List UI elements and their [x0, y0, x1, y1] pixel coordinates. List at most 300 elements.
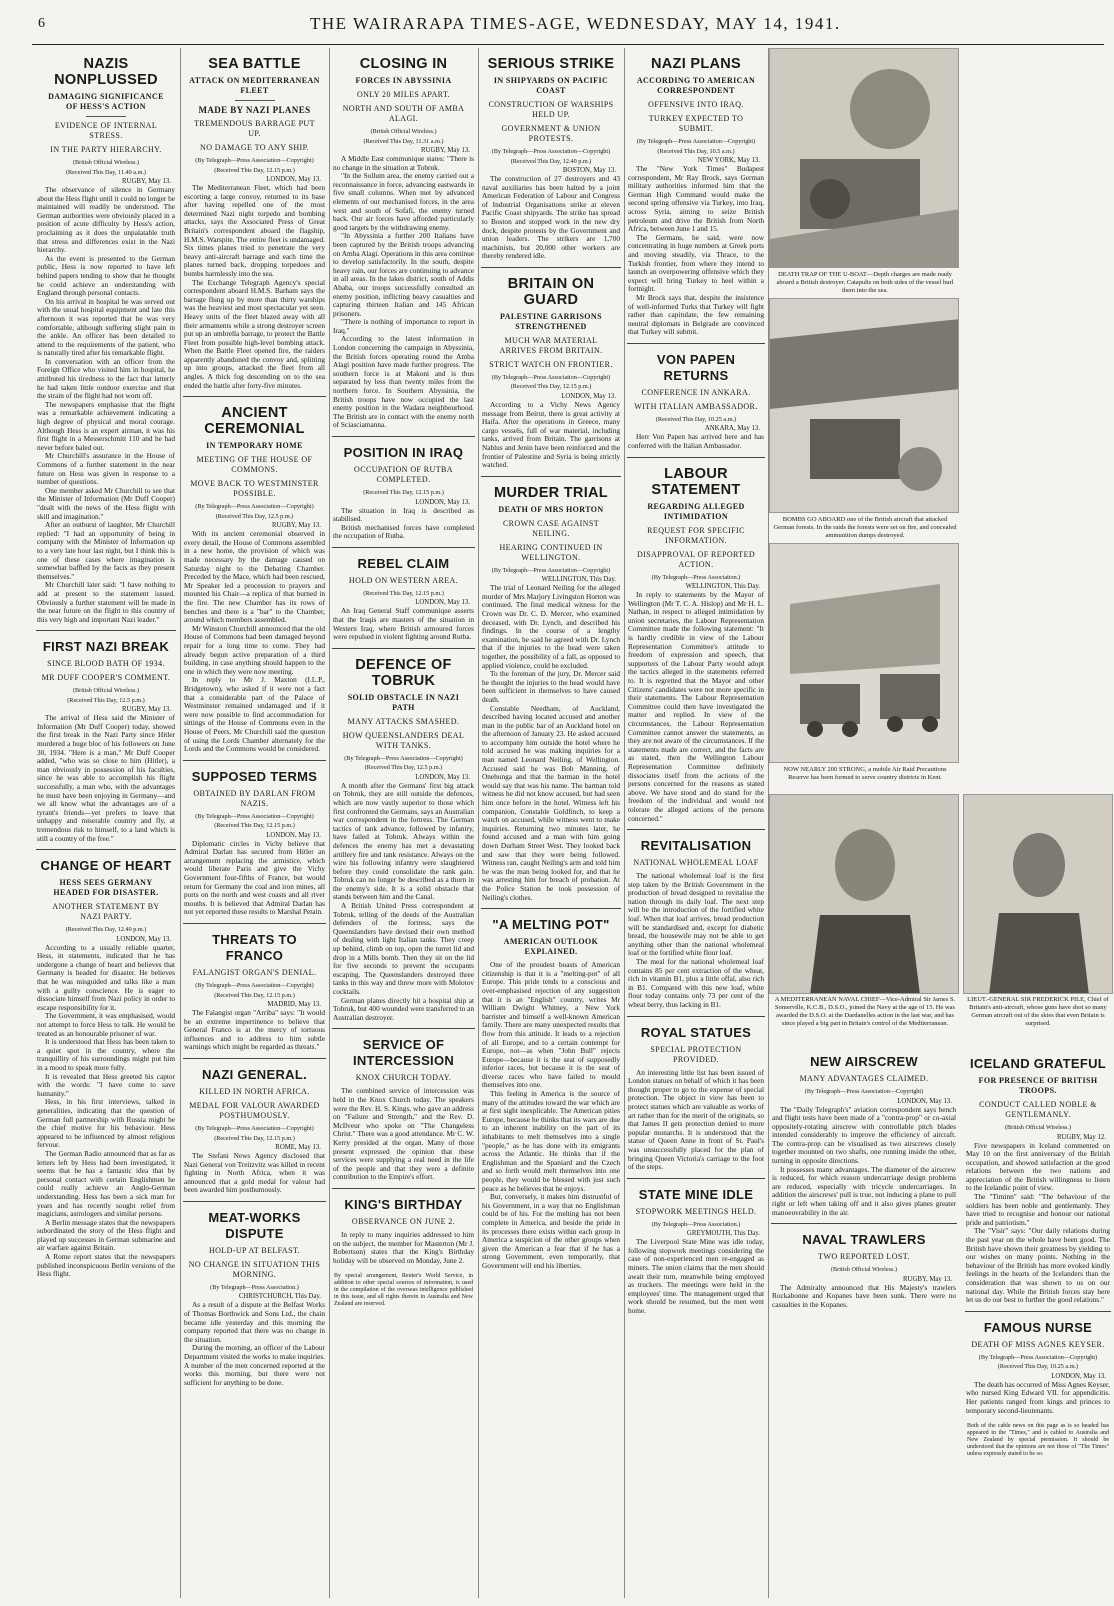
- article-body: [37, 714, 175, 843]
- subheadline: OCCUPATION OF RUTBA COMPLETED.: [354, 465, 453, 484]
- subheadline: HESS SEES GERMANY HEADED FOR DISASTER.: [53, 878, 159, 898]
- headline: POSITION IN IRAQ: [343, 445, 464, 460]
- subheadline: OBTAINED BY DARLAN FROM NAZIS.: [193, 788, 316, 808]
- dateline: WELLINGTON, This Day.: [685, 583, 760, 591]
- article-body: [333, 607, 474, 641]
- subheadline: KNOX CHURCH TODAY.: [355, 1073, 452, 1083]
- subheadline: DEATH OF MISS AGNES KEYSER.: [971, 1339, 1105, 1349]
- paragraph: With its ancient ceremonial observed in every detail, the House of Commons assembled in a new home, the provision of which was made necessary by the damage caused on Saturday night to the Debating Chamber. Preceded by the Mace, which had been rescued, Mr Speaker led a procession to prayers and mounted his Chair—a replica of that burned in the fire. The new Chamber has its rows of benches and there is a "bar" to the Chamber, around which members assembled.: [184, 529, 325, 625]
- subheadline: CROWN CASE AGAINST NEILING.: [502, 518, 600, 538]
- dateline: LONDON, May 13.: [266, 831, 321, 839]
- paragraph: The construction of 27 destroyers and 43 naval auxiliaries has been halted by a joint American Federation of Labour and Congress of Industrial Organisations strike at eleven Pacific Coast shipyards. The strike has spread to Boston and stopped work in the new dry dock, despite protests by the Government and union leaders. The strikers are 1,700 machinists, but 20,000 other workers are thereby rendered idle.: [482, 174, 620, 261]
- subheadline: MADE BY NAZI PLANES: [198, 105, 311, 115]
- credit-line: (By Telegraph—Press Association—Copyright): [978, 1353, 1098, 1361]
- dateline: BOSTON, May 13.: [562, 167, 616, 174]
- headline: NAVAL TRAWLERS: [802, 1232, 926, 1248]
- headline: REBEL CLAIM: [357, 555, 450, 571]
- paragraph: Mr Brock says that, despite the insistence of well-informed Turks that Turkey will fight rather than capitulate, the few remaining neutral diplomats in Belgrade are convinced that Turkey will submit.: [628, 292, 764, 337]
- article-divider: [627, 829, 765, 830]
- rule: [235, 100, 275, 101]
- paragraph: A Rome report states that the newspapers published inconspicuous Berlin versions of the Hess flight.: [37, 1252, 175, 1279]
- dateline: GREYMOUTH, This Day.: [686, 1230, 760, 1238]
- article-body: [37, 186, 175, 624]
- paragraph: "In Abyssinia a further 200 Italians have been captured by the British troops advancing on Amba Alagi. Operations in this area continue to develop satisfactorily. In the south, despite heavy rain, our forces are continuing to advance in all areas. In the lakes district, south of Addis Ababa, our troops successfully consulted an enemy position, inflicting heavy casualties and capturing thirteen Italian and 145 African prisoners.: [333, 231, 474, 318]
- article-divider: [183, 923, 326, 924]
- dateline: LONDON, May 13.: [415, 498, 470, 506]
- headline: KING'S BIRTHDAY: [344, 1196, 463, 1212]
- credit-line: (British Official Wireless.): [1004, 1124, 1072, 1131]
- subheadline: MEDAL FOR VALOUR AWARDED POSTHUMOUSLY.: [189, 1101, 320, 1120]
- subheadline: TWO REPORTED LOST.: [818, 1252, 910, 1262]
- article-divider: [771, 1223, 957, 1224]
- dateline: NEW YORK, May 13.: [697, 157, 760, 164]
- headline: MURDER TRIAL: [494, 484, 608, 501]
- footnote: Both of the cable news on this page as is so headed has appeared in the "Times," and is cabled to Australia and New Zealand by special permission. It should be understood that the opinions are not those of "The Times" unless expressly stated to be so.: [967, 1423, 1109, 1458]
- article-body: [37, 944, 175, 1279]
- paragraph: A Berlin message states that the newspapers subordinated the story of the Hess flight and played up successes in German submarine and air warfare against Britain.: [37, 1217, 175, 1253]
- subheadline: CONSTRUCTION OF WARSHIPS HELD UP.: [488, 100, 614, 119]
- subheadline: IN TEMPORARY HOME: [206, 441, 303, 451]
- article-body: [628, 165, 764, 337]
- article-body: [482, 401, 620, 470]
- paragraph: The Exchange Telegraph Agency's special correspondent aboard H.M.S. Barham says the barrage flung up by more than thirty warships was the heaviest and most spectacular yet seen. Heavy units of the fleet blazed away with all their armaments while a strong destroyer screen put up an umbrella barrage, to protect the Battle Fleet from possible high-level bombing attack. When the Battle Fleet opened fire, the raiders apparently abandoned the convoy and, splitting up into groups, attacked the fleet from all angles. A thick fog descending on to the sea ended the battle after forty-five minutes.: [184, 277, 325, 390]
- dateline: RUGBY, May 13.: [903, 1275, 952, 1283]
- paragraph: Hess, in his first interviews, talked in generalities, indicating that the question of German full partnership with Russia might be the chief motive for his behaviour. Hess appeared to be influenced by almost religious fervour.: [37, 1097, 175, 1150]
- trucks-illustration: [770, 544, 959, 763]
- paragraph: It possesses many advantages. The diameter of the airscrew is reduced, for which reason undercarriage design problems are reduced, especially with tricycle undercarriages. In addition the airscrews' pull is true, not inducing a plane to pull right or left when taking off and it also gives planes greater manoeuvrability in the air.: [772, 1164, 956, 1217]
- article-kings-birthday: [333, 1197, 474, 1265]
- article-sea-battle: [184, 56, 325, 390]
- headline: SERVICE OF INTERCESSION: [352, 1037, 455, 1069]
- subheadline: OFFENSIVE INTO IRAQ.: [648, 100, 744, 109]
- credit-line: (By Telegraph—Press Association—Copyright): [195, 157, 314, 164]
- paragraph: The Falangist organ "Arriba" says: "It would be an extreme impertinence to believe that General Franco is at the mercy of tortuous influences and to address to him subtle warnings which might be regarded as threats.": [184, 1008, 325, 1052]
- received-line: (Received This Day, 11.31 a.m.): [363, 137, 444, 145]
- article-revitalisation: [628, 838, 764, 1010]
- subheadline: TURKEY EXPECTED TO SUBMIT.: [648, 114, 744, 133]
- received-line: (Received This Day, 12.15 p.m.): [214, 166, 295, 174]
- credit-line: (By Telegraph—Press Association—Copyright): [195, 982, 314, 990]
- credit-line: (By Telegraph—Press Association—Copyright): [491, 373, 611, 381]
- paragraph: A British United Press correspondent at Tobruk, telling of the deeds of the Australian defenders of the fortress, says the Queenslanders have devised their own method of dealing with light Italian tanks. They creep up behind, climb on top, open the turret lid and drop in a Mills bomb. Then they sit on the lid for five seconds to prevent the occupants escaping. The Queenslanders destroyed three tanks in this way and threw more with Molotov cocktails.: [333, 901, 474, 996]
- headline: FAMOUS NURSE: [983, 1319, 1093, 1335]
- column-6: [768, 48, 1113, 1598]
- paragraph: A month after the Germans' first big attack on Tobruk, they are still outside the defences, which are now vastly superior to those which first confronted the Germans, says an Australian war correspondent in the fortress. The German tactics of tank advance, followed by infantry, have failed at Tobruk. Always within the defences the enemy has met a devastating artillery fire and tank resistance. Always on the wire his following infantry were slaughtered before they could consolidate the tank gain. Tobruk can no longer be described as a thorn in the enemy's side. It is a solid obstacle that stands between him and the Canal.: [333, 780, 474, 902]
- credit-line: (British Official Wireless.): [370, 128, 437, 135]
- subheadline: SPECIAL PROTECTION PROVIDED.: [650, 1044, 742, 1064]
- received-line: (Received This Day, 12.15 p.m.): [363, 589, 444, 597]
- paragraph: In conversation with an officer from the Foreign Office who visited him in hospital, he attributed his tiredness to the fact that latterly he had taken little outdoor exercise and that the strain of the flight had not worn off.: [37, 356, 175, 401]
- article-body: [628, 872, 764, 1010]
- article-divider: [627, 343, 765, 344]
- subheadline: HOLD ON WESTERN AREA.: [348, 575, 459, 585]
- photo-caption: DEATH TRAP OF THE U-BOAT—Depth charges are made ready aboard a British destroyer. Catapults on both sides of the vessel hurl them into the sea.: [776, 271, 954, 294]
- dateline: LONDON, May 13.: [897, 1097, 952, 1105]
- dateline: ROME, May 13.: [275, 1144, 321, 1151]
- article-von-papen-returns: [628, 352, 764, 451]
- dateline: LONDON, May 13.: [266, 176, 321, 183]
- article-divider: [183, 760, 326, 761]
- paragraph: "There is nothing of importance to report in Iraq.": [333, 317, 474, 335]
- article-body: [628, 1069, 764, 1172]
- headline: SERIOUS STRIKE: [487, 56, 615, 72]
- subheadline: HOLD-UP AT BELFAST.: [208, 1245, 301, 1255]
- paragraph: German planes directly hit a hospital ship at Tobruk, but 400 wounded were transferred to an Australian destroyer.: [333, 995, 474, 1022]
- paragraph: The newspapers emphasise that the flight was a remarkable achievement indicating a high degree of physical and moral courage. Although Hess is an expert airman, it was his first flight in a Messerschmitt 110 and he had never before baled out.: [37, 399, 175, 452]
- article-position-in-iraq: [333, 445, 474, 541]
- paragraph: The "New York Times" Budapest correspondent, Mr Ray Brock, says German military authorities informed him that the German High Command would make the second spring offensive via Turkey, into Iraq, across Syria, aiming to seize British petroleum and drive the British from North Africa, between June 1 and 15.: [628, 164, 764, 234]
- left-stack: [769, 1046, 959, 1314]
- received-line: (Received This Day, 12.15 p.m.): [363, 489, 444, 496]
- paragraph: The situation in Iraq is described as stabilised.: [333, 505, 474, 524]
- received-line: (Received This Day, 12.15 p.m.): [214, 1134, 295, 1142]
- headline: THREATS TO FRANCO: [212, 932, 297, 964]
- article-body: [333, 782, 474, 1023]
- paragraph: Mr Churchill later said: "I have nothing to add at present to the statement issued. Obviously a further statement will be made in the near future on the flight to this country of this very high and important Nazi leader.": [37, 580, 175, 624]
- subheadline: STOPWORK MEETINGS HELD.: [635, 1206, 757, 1216]
- subheadline: IN SHIPYARDS ON PACIFIC COAST: [493, 76, 609, 95]
- subheadline: CONDUCT CALLED NOBLE & GENTLEMANLY.: [979, 1100, 1097, 1119]
- paragraph: During the morning, an officer of the Labour Department visited the works to make inquiries. A number of the men concerned reported at the works this morning, but there were not sufficient for anything to be done.: [184, 1343, 325, 1387]
- subheadline: FALANGIST ORGAN'S DENIAL.: [192, 968, 317, 978]
- dateline: RUGBY, May 13.: [122, 178, 171, 185]
- dateline: LONDON, May 13.: [116, 935, 171, 943]
- subheadline: REGARDING ALLEGED INTIMIDATION: [647, 501, 745, 521]
- subheadline: ACCORDING TO AMERICAN CORRESPONDENT: [636, 76, 756, 95]
- article-divider: [481, 476, 621, 477]
- dateline: RUGBY, May 13.: [122, 706, 171, 714]
- article-first-nazi-break: [37, 639, 175, 843]
- received-line: (Received This Day, 11.40 a.m.): [65, 168, 146, 176]
- credit-line: (By Telegraph—Press Association—Copyright): [195, 1125, 314, 1132]
- credit-line: (By Telegraph—Press Association.): [651, 1220, 741, 1228]
- article-body: [184, 840, 325, 917]
- paragraph: An interesting little list has been issued of London statues on behalf of which it has been thought proper to go to the expense of special protection. The object in view has been to protect statues which are valuable as works of art rather than for the merit of the originals, so that James II gets protection denied to more popular monarchs. It is understood that the statue of Queen Anne in front of St. Paul's was unsuccessfully placed for the plan of bringing Queen Victoria's carriage to the foot of the steps.: [628, 1067, 764, 1172]
- article-supposed-terms: [184, 769, 325, 917]
- credit-line: (By Telegraph—Press Association—Copyright): [344, 754, 463, 762]
- dateline: LONDON, May 13.: [561, 392, 616, 400]
- received-line: (Received This Day, 12.5 p.m.): [67, 696, 145, 704]
- paragraph: On his arrival in hospital he was served out with the usual hospital equipment and late this afternoon it was reported that he was very comfortable, although suffering slight pain in the ankle. An officer has been detailed to attend to the requirements of the patient, who is naturally tired after his remarkable flight.: [37, 296, 175, 358]
- credit-line: (By Telegraph—Press Association—Copyright): [804, 1088, 924, 1095]
- article-britain-on-guard: [482, 276, 620, 470]
- received-line: (Received This Day, 12.15 p.m.): [214, 822, 295, 830]
- article-nazi-general: [184, 1067, 325, 1195]
- dateline: LONDON, May 13.: [415, 599, 470, 607]
- received-line: (Received This Day, 12.5 p.m.): [215, 512, 294, 520]
- subheadline: DISAPPROVAL OF REPORTED ACTION.: [636, 549, 756, 569]
- subheadline: ONLY 20 MILES APART.: [356, 90, 451, 99]
- subheadline: NO DAMAGE TO ANY SHIP.: [200, 143, 309, 152]
- credit-line: (By Telegraph—Press Association—Copyright): [195, 812, 314, 820]
- article-body: [333, 1231, 474, 1265]
- headline: VON PAPEN RETURNS: [656, 351, 736, 383]
- credit-line: (By Telegraph—Press Association—Copyright): [195, 503, 314, 511]
- article-serious-strike: [482, 56, 620, 261]
- right-stack: [963, 1048, 1113, 1466]
- received-line: (Received This Day, 12.15 p.m.): [214, 991, 295, 999]
- photo-air-raid-reserve: [769, 543, 959, 763]
- paragraph: The "Visir" says: "Our daily relations during the past year on the whole have been good. The British have shown their greatness by yielding to our wishes on many points. Nothing in the behaviour of the British has more evoked kindly feelings in the hearts of the Icelanders than the consideration that was shown to us on our national day. While the British forces stay here let us do our best to further the good relations.": [966, 1226, 1110, 1305]
- article-body: [628, 1238, 764, 1315]
- subheadline: MEETING OF THE HOUSE OF COMMONS.: [196, 455, 313, 475]
- aircraft-bombs-illustration: [770, 299, 959, 513]
- dateline: ANKARA, May 13.: [704, 425, 760, 433]
- subheadline: ATTACK ON MEDITERRANEAN FLEET: [189, 76, 320, 95]
- article-body: [772, 1106, 956, 1218]
- photo-caption: BOMBS GO ABOARD one of the British aircraft that attacked German forests. In the raids the forests were set on fire, and concealed ammunition dumps destroyed.: [773, 516, 957, 539]
- headline: ANCIENT CEREMONIAL: [204, 405, 305, 438]
- dateline: LONDON, May 13.: [1051, 1372, 1106, 1380]
- paragraph: The "Daily Telegraph's" aviation correspondent says bench and flight tests have been made of a "contra-prop" or co-axial oppositely-rotating airscrew with controllable pitch blades intended considerably to improve the efficiency of aircraft. The contra-prop can be visualised as two airscrews closely together mounted on two shafts, one running inside the other, turning in opposite directions.: [772, 1104, 956, 1166]
- article-divider: [332, 547, 475, 548]
- portrait-illustration: [964, 795, 1113, 994]
- masthead: [0, 0, 1114, 44]
- paragraph: Herr Von Papen has arrived here and has conferred with the Italian Ambassador.: [628, 432, 764, 450]
- paragraph: One of the proudest boasts of American citizenship is that it is a "melting-pot" of all Europe. This pride tends to a conscious and over-emphasised rejection of any suggestion that it is an "English" country, writes Mr William Dwight Whitney, a New York barrister and himself a well-known American family. There are many unexpected results that flow from this attitude. It leads to a rejection of all Europe, and to a certain contempt for Europe, not—as when "John Bull" rejects Europe—because it is the seat of supposedly inferior races, but because it is the seat of diverse races who have failed to mould themselves into one.: [482, 960, 620, 1090]
- article-divider: [481, 267, 621, 268]
- headline: DEFENCE OF TOBRUK: [355, 656, 452, 689]
- article-closing-in: [333, 56, 474, 430]
- subheadline: ANOTHER STATEMENT BY NAZI PARTY.: [52, 902, 160, 922]
- article-state-mine-idle: [628, 1187, 764, 1316]
- headline: MEAT-WORKS DISPUTE: [208, 1209, 301, 1241]
- paragraph: In reply to many inquiries addressed to him on the subject, the member for Masterton (Mr J. Robertson) states that the King's Birthday holiday will be observed on Monday, June 2.: [333, 1229, 474, 1265]
- article-body: [628, 433, 764, 450]
- article-body: [184, 1152, 325, 1195]
- received-line: (Received This Day, 10.25 a.m.): [997, 1363, 1079, 1371]
- article-body: [333, 507, 474, 541]
- paragraph: The German Radio announced that as far as letters left by Hess had been investigated, it seems that he has a fantastic idea that by personal contact with certain Englishmen he could really achieve an Anglo-German understanding. Hess has been a sick man for years and has recently sought relief from magicians, astrologers and similar persons.: [37, 1148, 175, 1219]
- subheadline: GOVERNMENT & UNION PROTESTS.: [501, 124, 601, 143]
- headline: SEA BATTLE: [208, 56, 301, 72]
- headline: FIRST NAZI BREAK: [42, 639, 170, 655]
- headline: NAZI PLANS: [651, 56, 741, 72]
- article-change-of-heart: [37, 858, 175, 1279]
- article-body: [966, 1381, 1110, 1415]
- article-murder-trial: [482, 485, 620, 902]
- photo-area: [769, 48, 1113, 1598]
- photo-caption: A MEDITERRANEAN NAVAL CHIEF—Vice-Admiral Sir James S. Somerville, K.C.B., D.S.O., joined the Navy at the age of 15. He was awarded the D.S.O. at the Dardanelles action in the last war, and has since played a big part in Britain's control of the Mediterranean.: [774, 996, 956, 1027]
- dateline: MADRID, May 13.: [267, 1001, 321, 1009]
- subheadline: MOVE BACK TO WESTMINSTER POSSIBLE.: [190, 479, 319, 499]
- article-body: [333, 155, 474, 430]
- headline: STATE MINE IDLE: [638, 1186, 754, 1202]
- photo-caption: NOW NEARLY 200 STRONG, a mobile Air Raid Precautions Reserve has been formed to serve country districts in Kent.: [783, 766, 947, 781]
- subheadline: DEATH OF MRS HORTON: [498, 504, 604, 514]
- article-rebel-claim: [333, 556, 474, 642]
- paragraph: British mechanised forces have completed the occupation of Rutba.: [333, 522, 474, 541]
- article-new-airscrew: [772, 1054, 956, 1217]
- subheadline: IN THE PARTY HIERARCHY.: [50, 145, 162, 154]
- headline: CLOSING IN: [359, 56, 448, 72]
- subheadline: FORCES IN ABYSSINIA: [355, 76, 452, 85]
- received-line: (Received This Day, 12.40 p.m.): [510, 157, 592, 165]
- paragraph: According to a usually reliable quarter, Hess, in statements, indicated that he has undergone a change of heart and believes that Germany is headed for disaster. He believes that he was misguided and talks like a man with a guilty conscience. He is eager to dissociate himself from Nazi policy in order to escape responsibility for it.: [37, 942, 175, 1012]
- paragraph: The Mediterranean Fleet, which had been escorting a large convoy, returned to its base after having repelled one of the most determined Nazi night torpedo and bombing attacks, says the Associated Press of Great Britain's correspondent aboard the flagship, H.M.S. Warspite. The entire fleet is undamaged. Six times planes tried to penetrate the very heavy anti-aircraft barrage and each time the planes turned back, dropping torpedoes and bombs harmlessly into the sea.: [184, 183, 325, 278]
- article-famous-nurse: [966, 1320, 1110, 1415]
- subheadline: OBSERVANCE ON JUNE 2.: [351, 1216, 456, 1226]
- article-melting-pot: [482, 917, 620, 1270]
- depth-charge-illustration: [770, 49, 959, 268]
- headline: ROYAL STATUES: [640, 1024, 752, 1040]
- paragraph: The Germans, he said, were now concentrating in huge numbers at Greek ports and moving steadily, via Thrace, to the Turkish frontier, from where they intend to launch an overpowering offensive which they expect will bring Turkey to heel within a fortnight.: [628, 232, 764, 294]
- credit-line: (By Telegraph—Press Association—Copyright): [636, 138, 756, 145]
- paragraph: It is revealed that Hess greeted his captor with the words: "I have come to save humanity.": [37, 1071, 175, 1098]
- paragraph: It is understood that Hess has been taken to a quiet spot in the country, where the tranquillity of his surroundings might put him in a mood to speak more fully.: [37, 1037, 175, 1072]
- article-body: [482, 584, 620, 902]
- column-2: [180, 48, 328, 1598]
- credit-line: (British Official Wireless.): [830, 1266, 898, 1274]
- paragraph: In reply to Mr J. Maxton (I.L.P., Bridgetown), who asked if it were not a fact that a considerable part of the Palace of Westminster remained undamaged and if it were now possible to find accommodation for sittings of the House of Commons even in the House of Peers, Mr Churchill said the question of using the Lords Chamber alternately for the Lords and the Commons would be considered.: [184, 675, 325, 754]
- rule: [86, 116, 126, 117]
- paragraph: The combined service of intercession was held in the Knox Church today. The speakers were the Rev. H. S. Kings, who gave an address on "Failure and Strength," and the Rev. D. McIlveur who spoke on "The Changeless Christ." There was a good attendance. Mr C. W. Kerry presided at the organ. Many of those present expressed the opinion that these services were supplying a real need in the life of the people and that they were a definite contribution to the Empire's effort.: [333, 1086, 474, 1182]
- photo-naval-chief: [769, 794, 959, 994]
- photo-depth-charges: [769, 48, 959, 268]
- headline: REVITALISATION: [640, 838, 752, 854]
- paragraph: The death has occurred of Miss Agnes Keyser, who nursed King Edward VII. for appendicitis. Her patients ranged from kings and princes to temporary second-lieutenants.: [966, 1379, 1110, 1415]
- paragraph: Mr Churchill's assurance in the House of Commons of a further statement in the near future on Hess was given in response to a number of questions.: [37, 451, 175, 487]
- page-number: 6: [38, 16, 45, 31]
- credit-line: (By Telegraph—Press Association.): [210, 1283, 299, 1291]
- paragraph: To the foreman of the jury, Dr. Mercer said he thought the injuries to the head would have been sufficient in themselves to have caused death.: [482, 669, 620, 704]
- subheadline: AMERICAN OUTLOOK EXPLAINED.: [503, 937, 599, 957]
- subheadline: HEARING CONTINUED IN WELLINGTON.: [499, 542, 603, 562]
- subheadline: EVIDENCE OF INTERNAL STRESS.: [54, 121, 158, 140]
- article-nazi-plans: [628, 56, 764, 337]
- paragraph: One member asked Mr Churchill to see that the Minister of Information (Mr Duff Cooper) "dealt with the news of the Hess flight with skill and imagination.": [37, 485, 175, 521]
- article-body: [482, 961, 620, 1270]
- credit-line: (By Telegraph—Press Association—Copyright): [491, 148, 611, 155]
- article-divider: [36, 630, 176, 631]
- headline: CHANGE OF HEART: [40, 858, 172, 874]
- paragraph: But, conversely, it makes him distrustful of his Government, in a way that no Englishman could be of his. For the melting has not been complete in America, and beside the pride in its processes there exists within each group in America a suspicion of the other groups when given the American a fear that if he has a strong Government, even temporarily, that Government will end his liberties.: [482, 1192, 620, 1270]
- paragraph: An Iraq General Staff communique asserts that the Iraqis are masters of the situation in Western Iraq, where British armoured forces were repulsed in violent fighting around Rutba.: [333, 606, 474, 642]
- article-divider: [965, 1311, 1111, 1312]
- paragraph: After an outburst of laughter, Mr Churchill replied: "I had an opportunity of being in company with the Minister of Information up to a very late hour last night, but I think this is one of these cases where imagination is somewhat baffled by the facts as they present themselves.": [37, 520, 175, 581]
- article-divider: [627, 1178, 765, 1179]
- dateline: LONDON, May 13.: [415, 773, 470, 781]
- headline: SUPPOSED TERMS: [191, 768, 318, 784]
- article-body: [333, 1087, 474, 1182]
- paragraph: In reply to statements by the Mayor of Wellington (Mr T. C. A. Hislop) and Mr H. L. Nathan, in respect to alleged intimidation by union secretaries, the Labour Representation Committee made the following statement: "It is hardly credible in view of the Labour Representation Committee's attitude to freedom of expression and speech, that supporters of the Labour Party would adopt the tactics alleged in the statements referred to. It is regretted that the Mayor and other Citizens' candidates were not more specific in their statements. The Labour Representation Committee could then have investigated the matter and replied. In view of the circumstances, the Labour Representation Committee cannot answer the statements, as they are not aware of the circumstances. If the statements made are correct, and the facts are as stated, then the Wellington Labour Representation Committee definitely dissociates itself from the actions of the persons concerned for the reasons as stated above. We have stood and do stand for the freedom of the individual and would not tolerate the alleged actions of the persons concerned.": [628, 590, 764, 823]
- received-line: (Received This Day, 10.5 a.m.): [657, 147, 735, 155]
- subheadline: MUCH WAR MATERIAL ARRIVES FROM BRITAIN.: [499, 335, 603, 355]
- subheadline: MANY ADVANTAGES CLAIMED.: [799, 1074, 929, 1083]
- paragraph: The Admiralty announced that His Majesty's trawlers Rockabonne and Kopanes have been sunk. There were no casualties in the Kopanes.: [772, 1282, 956, 1309]
- dateline: RUGBY, May 13.: [421, 147, 470, 154]
- paragraph: The observance of silence in Germany about the Hess flight until it could no longer be maintained will readily be understood. The German authorities were obviously placed in a position of acute difficulty by Hess's action, proclaiming as it does the unpalatable truth that stress and differences exist in the Nazi hierarchy.: [37, 185, 176, 255]
- article-service-of-intercession: [333, 1037, 474, 1182]
- subheadline: REQUEST FOR SPECIFIC INFORMATION.: [647, 525, 745, 545]
- subheadline: SOLID OBSTACLE IN NAZI PATH: [347, 692, 460, 712]
- paragraph: As the event is presented to the German public, Hess is now reported to have left behind papers tending to show that he thought he could achieve an understanding with England through personal contacts.: [37, 253, 175, 298]
- article-divider: [332, 1028, 475, 1029]
- article-threats-to-franco: [184, 932, 325, 1052]
- subheadline: TREMENDOUS BARRAGE PUT UP.: [194, 119, 315, 138]
- paragraph: According to the latest information in London concerning the campaign in Abyssinia, the British forces operating round the Amba Alagi position have made further progress. The southern force is at Makoni and is thus separated by less than twenty miles from the northern force. In Southern Abyssinia, the British troops have now occupied the last enemy position in the Wadara neighbourhood. The British are in contact with the enemy north of Sciasciamanna.: [333, 334, 474, 430]
- article-divider: [183, 1201, 326, 1202]
- article-defence-of-tobruk: [333, 657, 474, 1023]
- paragraph: Diplomatic circles in Vichy believe that Admiral Darlan has secured from Hitler an arrangement replacing the armistice, which would liberate Paris and give the Vichy Government four-fifths of France, but would return for Germany the coal and iron mines, all ports on the north and west coasts and all river mouths. It is believed that Admiral Darlan has not yet reported these results to Marshal Petain.: [184, 838, 325, 917]
- headline: LABOUR STATEMENT: [651, 465, 741, 498]
- subheadline: NATIONAL WHOLEMEAL LOAF: [633, 858, 759, 868]
- subheadline: SINCE BLOOD BATH OF 1934.: [47, 659, 165, 669]
- subheadline: KILLED IN NORTH AFRICA.: [199, 1087, 310, 1096]
- column-4: [478, 48, 623, 1598]
- article-divider: [183, 1058, 326, 1059]
- footnote: By special arrangement, Reuter's World Service, in addition to other special sources of information, is used in the compilation of the overseas intelligence published in this issue, and all rights therein in Australia and New Zealand are reserved.: [334, 1273, 473, 1308]
- article-body: [184, 1301, 325, 1387]
- article-body: [482, 175, 620, 261]
- received-line: (Received This Day, 12.5 p.m.): [364, 764, 443, 772]
- dateline: RUGBY, May 13.: [272, 522, 321, 530]
- received-line: (Received This Day, 12.15 p.m.): [510, 383, 592, 391]
- credit-line: (British Official Wireless.): [72, 687, 140, 695]
- paragraph: The "Timinn" said: "The behaviour of the soldiers has been noble and gentlemanly. They have tried to recognise and honour our national pride and patriotism.": [966, 1192, 1110, 1227]
- article-divider: [332, 436, 475, 437]
- photo-bombs-aboard: [769, 298, 959, 513]
- headline: NEW AIRSCREW: [810, 1054, 918, 1069]
- paragraph: The Government, it was emphasised, would not attempt to force Hess to talk. He would be treated as an honourable prisoner of war.: [37, 1011, 175, 1038]
- paragraph: A Middle East communique states: "There is no change in the situation at Tobruk.: [333, 154, 474, 172]
- paragraph: This feeling in America is the source of many of the attitudes toward the war which are at first sight inexplicable. The American pities Europe, because he thinks that its wars are due to an inherent inability on the part of its inhabitants to melt themselves into a single "people," as he has done with its emigrants across the Atlantic. He thinks that if the Englishman and the Spaniard and the Czech and so forth would melt themselves into one people, they would be blessed with just such peace as he believes that he enjoys.: [482, 1089, 620, 1193]
- article-divider: [332, 1188, 475, 1189]
- photo-caption: LIEUT.-GENERAL SIR FREDERICK PILE, Chief of Britain's anti-aircraft, whose guns have shot so many German aircraft out of the skies that even Britain is surprised.: [967, 996, 1109, 1027]
- column-3: [329, 48, 477, 1598]
- paragraph: According to a Vichy News Agency message from Beirut, there is great activity at Haifa. After the operations in Greece, many cargo vessels, full of war material, including tanks, arrived from Britain. The garrisons at Nablus and Jenin have been reinforced and the frontier of Palestine and Syria is being strictly watched.: [482, 399, 620, 470]
- column-5: [624, 48, 767, 1598]
- headline: NAZI GENERAL.: [201, 1067, 307, 1082]
- paragraph: The arrival of Hess said the Minister of Information (Mr Duff Cooper) today, showed the first break in the Nazi Party since Hitler murdered a huge bloc of his followers on June 30, 1934. "Here is a man," Mr Duff Cooper added, "who was so close to him (Hitler), a man obviously in possession of his faculties, since he was able to accomplish his flight successfully, a man who, with the advantages he must have been enjoying in Germany—and we all know what the advantages are of a tyrant's friends—yet prefers to leave that unhappy and miserable country and fly, at tremendous risk to himself, to a land which is still a country of the free.": [37, 713, 175, 843]
- article-naval-trawlers: [772, 1232, 956, 1309]
- article-divider: [627, 1016, 765, 1017]
- article-body: [184, 184, 325, 390]
- headline: NAZIS NONPLUSSED: [54, 56, 158, 88]
- subheadline: NORTH AND SOUTH OF AMBA ALAGI.: [342, 104, 465, 123]
- subheadline: HOW QUEENSLANDERS DEAL WITH TANKS.: [342, 730, 465, 750]
- subheadline: DAMAGING SIGNIFICANCE OF HESS'S ACTION: [48, 92, 164, 111]
- headline: "A MELTING POT": [492, 917, 610, 933]
- article-royal-statues: [628, 1025, 764, 1172]
- dateline: WELLINGTON, This Day.: [541, 576, 616, 584]
- article-body: [772, 1284, 956, 1310]
- credit-line: (British Official Wireless.): [72, 159, 140, 166]
- dateline: RUGBY, May 12.: [1057, 1133, 1106, 1141]
- subheadline: CONFERENCE IN ANKARA.: [641, 387, 751, 397]
- paragraph: The trial of Leonard Neiling for the alleged murder of Mrs Marjory Livingston Horton was continued. The final medical witness for the Crown was Dr. C. D. Mercer, who examined deceased, with Dr. Lynch, and described his findings. In the course of a lengthy examination, he said he agreed with Dr. Lynch that if the injuries to the head were taken together, the possibility of a fall, as opposed to applied violence, could be excluded.: [482, 583, 620, 670]
- dateline: CHRISTCHURCH, This Day.: [238, 1293, 321, 1301]
- paragraph: Mr Winston Churchill announced that the old House of Commons had been damaged beyond repair for a long time to come. They had already begun active preparation of a third building, in case anything should happen to the one in which they were now meeting.: [184, 623, 325, 676]
- headline: BRITAIN ON GUARD: [507, 275, 595, 308]
- paragraph: Constable Needham, of Auckland, described having located accused and another man in the public bar of an Auckland hotel on the afternoon of January 23. He asked accused to accompany him outside the hotel where he told accused he was making inquiries for a man named Leonard Neiling, of Wellington. Accused said he was Bob Manning, of Onehunga and that the barman in the hotel would say that was his name. The barman told witness he did not know accused, but had seen him once before in the hotel. Witness left his companion, Constable Goldfinch, to keep a watch on accused, while witness went to make inquiries. Returning two minutes later, he found accused and a man with him going down Durham Street West. They looked back and saw that they were being followed. Witness ran, caught Neiling's arm and told him he was the man being looked for, and that he was arresting him for breach of probation. At the Police Station he took possession of Neiling's clothes.: [482, 703, 620, 902]
- column-1: [34, 48, 178, 1598]
- paragraph: "In the Sollum area, the enemy carried out a reconnaissance in force, advancing eastwards in five small columns. When met by advanced elements of our mechanised forces, in the area west and south of Sofafi, the enemy turned back. Our air forces have afforded particularly good targets by the withdrawing enemy.: [333, 171, 474, 232]
- article-divider: [627, 457, 765, 458]
- subheadline: PALESTINE GARRISONS STRENGTHENED: [500, 311, 602, 331]
- article-divider: [36, 849, 176, 850]
- paragraph: As a result of a dispute at the Belfast Works of Thomas Borthwick and Sons Ltd., the chain became idle yesterday and this morning the company reported that there was no change in the situation.: [184, 1300, 325, 1344]
- article-body: [184, 1009, 325, 1052]
- article-ancient-ceremonial: [184, 405, 325, 753]
- photo-general-pile: [963, 794, 1113, 994]
- paragraph: Five newspapers in Iceland commented on May 10 on the first anniversary of the British occupation, and showed satisfaction at the good relations between the two nations and appreciation of the British willingness to listen to the Icelandic point of view.: [966, 1140, 1110, 1193]
- credit-line: (By Telegraph—Press Association—Copyright): [491, 566, 611, 574]
- article-body: [966, 1142, 1110, 1305]
- paragraph: The meal for the national wholemeal loaf contains 85 per cent extraction of the wheat, rich in vitamin B1, plus a little offal, also rich in B1. Compared with this new loaf, white flour today contains only 73 per cent of the wheat berry, thus lacking in B1.: [628, 957, 764, 1009]
- paragraph: The national wholemeal loaf is the first step taken by the British Government in the production of bread designed to revitalise the nation through its daily loaf. The next step will be the introduction of the fortified white loaf. When that loaf arrives, bread production will be standardised and, except for diabetic bread, the housewife may not be able to get anything other than the national wholemeal loaf or the fortified white flour loaf.: [628, 871, 764, 958]
- subheadline: WITH ITALIAN AMBASSADOR.: [634, 401, 758, 411]
